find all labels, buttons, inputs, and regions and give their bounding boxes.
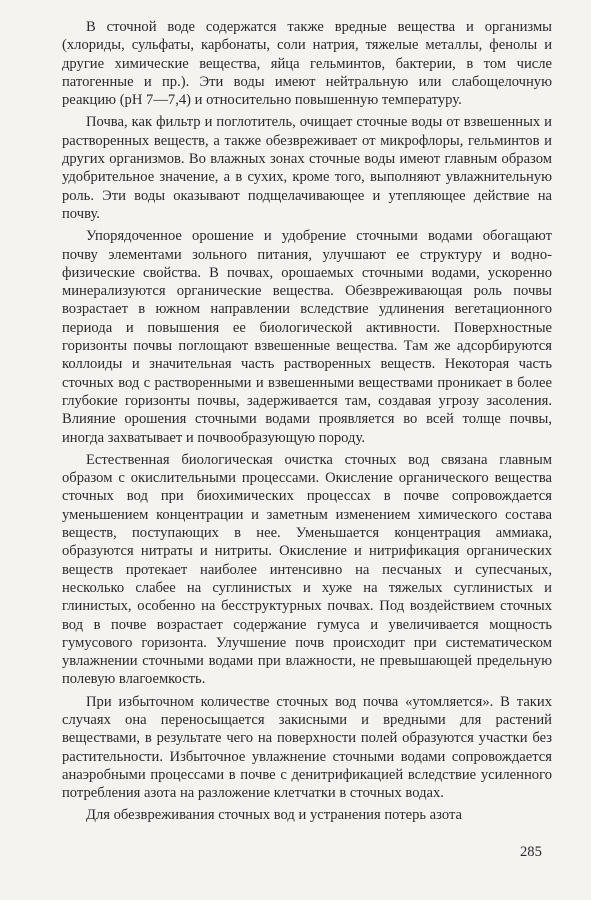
- paragraph-3: Упорядоченное орошение и удобрение сточными водами обогащают почву элементами зольного питания, улучшают ее структуру и водно-физические свойства. В почвах, орошаемых сточными водами, ускоренно минерализуются органические вещества. Обезвреживающая роль почвы возрастает в южном направлении вследствие удлинения вегетационного периода и повышения ее биологической активности. Поверхностные горизонты почвы поглощают взвешенные вещества. Там же адсорбируются коллоиды и значительная часть растворенных веществ. Некоторая часть сточных вод с растворенными и взвешенными веществами проникает в более глубокие горизонты почвы, задерживается там, создавая угрозу засоления. Влияние орошения сточными водами проявляется во всей толще почвы, иногда захватывает и почвообразующую породу.: [62, 228, 552, 446]
- paragraph-5: При избыточном количестве сточных вод почва «утомляется». В таких случаях она переносыщается закисными и вредными для растений веществами, в результате чего на поверхности полей образуются участки без растительности. Избыточное увлажнение сточными водами сопровождается анаэробными процессами в почве с денитрификацией вследствие усиленного потребления азота на разложение клетчатки в сточных водах.: [62, 693, 552, 802]
- page-number: 285: [520, 844, 542, 860]
- paragraph-2: Почва, как фильтр и поглотитель, очищает сточные воды от взвешенных и растворенных веществ, а также обезвреживает от микрофлоры, гельминтов и других организмов. Во влажных зонах сточные воды имеют главным образом удобрительное значение, а в сухих, кроме того, выполняют увлажнительную роль. Эти воды оказывают подщелачивающее и утепляющее действие на почву.: [62, 114, 552, 222]
- paragraph-4: Естественная биологическая очистка сточных вод связана главным образом с окислительными процессами. Окисление органического вещества сточных вод при биохимических процессах в почве сопровождается уменьшением концентрации и заметным изменением химического состава веществ, поступающих в нее. Уменьшается концентрация аммиака, образуются нитраты и нитриты. Окисление и нитрификация органических веществ протекает наиболее интенсивно на песчаных и супесчаных, несколько слабее на суглинистых и хуже на тяжелых суглинистых и глинистых, особенно на бесструктурных почвах. Под воздействием сточных вод в почве возрастает содержание гумуса и увеличивается мощность гумусового горизонта. Улучшение почв происходит при систематическом увлажнении сточными водами при влажности, не превышающей предельную полевую влагоемкость.: [62, 451, 552, 688]
- paragraph-6: Для обезвреживания сточных вод и устранения потерь азота: [86, 807, 462, 824]
- body-text: [62, 18, 552, 829]
- paragraph-1: В сточной воде содержатся также вредные вещества и организмы (хлориды, сульфаты, карбонаты, соли натрия, тяжелые металлы, фенолы и другие химические вещества, яйца гельминтов, бактерии, в том числе патогенные и пр.). Эти воды имеют нейтральную или слабощелочную реакцию (pH 7—7,4) и относительно повышенную температуру.: [62, 19, 552, 109]
